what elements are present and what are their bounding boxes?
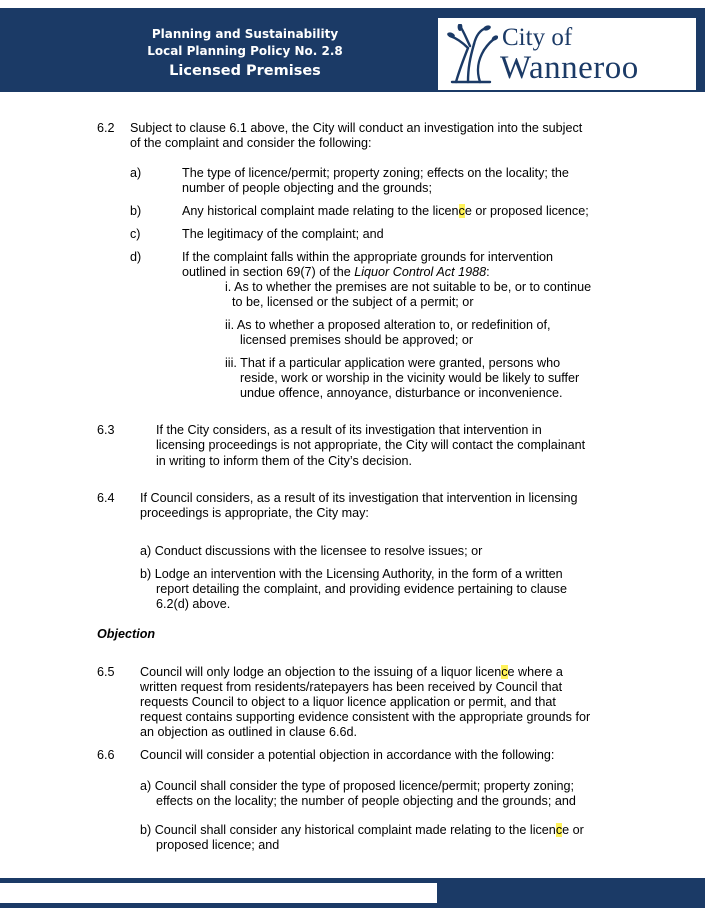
clause-6-4-a: a) Conduct discussions with the licensee to resolve issues; or [140,544,483,558]
page-header [0,8,705,92]
page-footer-panel [0,883,437,903]
clause-6-2-a-line-1: The type of licence/permit; property zoning; effects on the locality; the [182,166,569,180]
clause-6-2-c-line: The legitimacy of the complaint; and [182,227,384,241]
clause-6-5-line-2: written request from residents/ratepayers has been received by Council that [140,680,563,694]
clause-6-4-line-1: If Council considers, as a result of its investigation that intervention in licensing [140,491,578,505]
clause-6-4-b-line-2: report detailing the complaint, and providing evidence pertaining to clause [156,582,567,596]
clause-6-6-a-line-1: a) Council shall consider the type of proposed licence/permit; property zoning; [140,779,575,793]
highlighted-character: c [555,823,563,837]
clause-6-2-d-text-pre: outlined in section 69(7) of the [182,265,355,279]
header-policy-title: Licensed Premises [169,63,321,79]
subclause-ii-line-2: licensed premises should be approved; or [240,333,474,347]
clause-6-5-line-5: an objection as outlined in clause 6.6d. [140,725,358,739]
clause-6-2-b-line [182,204,589,220]
highlighted-character: c [501,665,508,679]
act-title: Liquor Control Act 1988 [354,265,487,279]
clause-6-2-d-line-2 [182,265,490,281]
clause-6-2-line-1: Subject to clause 6.1 above, the City will conduct an investigation into the subject [130,121,583,135]
clause-6-5-text-pre: Council will only lodge an objection to the issuing of a liquor licen [140,665,502,679]
header-department: Planning and Sustainability [151,27,339,41]
clause-6-6-b-text-pre: b) Council shall consider any historical complaint made relating to the licen [140,823,556,837]
clause-6-2-d-label: d) [130,250,142,264]
clause-6-3-line-1: If the City considers, as a result of its investigation that intervention in [156,423,542,437]
clause-6-3-line-2: licensing proceedings is not appropriate, the City will contact the complainant [156,438,586,452]
section-heading-objection: Objection [97,627,156,641]
clause-6-2-c-label: c) [130,227,141,241]
subclause-iii-line-2: reside, work or worship in the vicinity would be likely to suffer [240,371,580,385]
logo-wanneroo-text: Wanneroo [500,50,639,86]
clause-6-6-line-1: Council will consider a potential objection in accordance with the following: [140,748,555,762]
clause-6-2-d-text-post: : [486,265,490,279]
clause-6-3-line-3: in writing to inform them of the City’s decision. [156,454,412,468]
clause-6-6-number: 6.6 [97,748,115,762]
clause-6-5-text-post: e where a [507,665,563,679]
clause-6-6-a-line-2: effects on the locality; the number of people objecting and the grounds; and [156,794,576,808]
subclause-iii-line-1: iii. That if a particular application were granted, persons who [225,356,561,370]
subclause-iii-line-3: undue offence, annoyance, disturbance or inconvenience. [240,386,563,400]
logo-city-text: City of [502,24,573,51]
subclause-i-line-1: i. As to whether the premises are not suitable to be, or to continue [225,280,592,294]
clause-6-2-d-line-1: If the complaint falls within the appropriate grounds for intervention [182,250,554,264]
clause-6-2-b-text-pre: Any historical complaint made relating to the licen [182,204,459,218]
clause-6-6-b-line-1 [140,823,584,839]
clause-6-2-b-label: b) [130,204,142,218]
clause-6-5-line-3: requests Council to object to a liquor licence application or permit, and that [140,695,556,709]
clause-6-5-line-1 [140,665,563,681]
header-policy-number: Local Planning Policy No. 2.8 [147,44,343,58]
clause-6-5-line-4: request contains supporting evidence consistent with the appropriate grounds for [140,710,591,724]
subclause-ii-line-1: ii. As to whether a proposed alteration to, or redefinition of, [225,318,551,332]
clause-6-2-number: 6.2 [97,121,115,135]
highlighted-character: c [458,204,465,218]
clause-6-6-b-text-post: e or [562,823,584,837]
subclause-i-line-2: to be, licensed or the subject of a permit; or [232,295,474,309]
clause-6-2-line-2: of the complaint and consider the following: [130,136,372,150]
header-title-block [100,26,390,82]
clause-6-4-number: 6.4 [97,491,115,505]
clause-6-3-number: 6.3 [97,423,115,437]
city-logo [438,18,696,90]
clause-6-6-b-line-2: proposed licence; and [156,838,280,852]
clause-6-4-b-line-1: b) Lodge an intervention with the Licensing Authority, in the form of a written [140,567,563,581]
clause-6-4-line-2: proceedings is appropriate, the City may: [140,506,369,520]
clause-6-2-b-text-post: e or proposed licence; [464,204,589,218]
kangaroo-paw-icon [446,24,498,84]
clause-6-4-b-line-3: 6.2(d) above. [156,597,231,611]
clause-6-2-a-label: a) [130,166,142,180]
clause-6-2-a-line-2: number of people objecting and the grounds; [182,181,432,195]
clause-6-5-number: 6.5 [97,665,115,679]
